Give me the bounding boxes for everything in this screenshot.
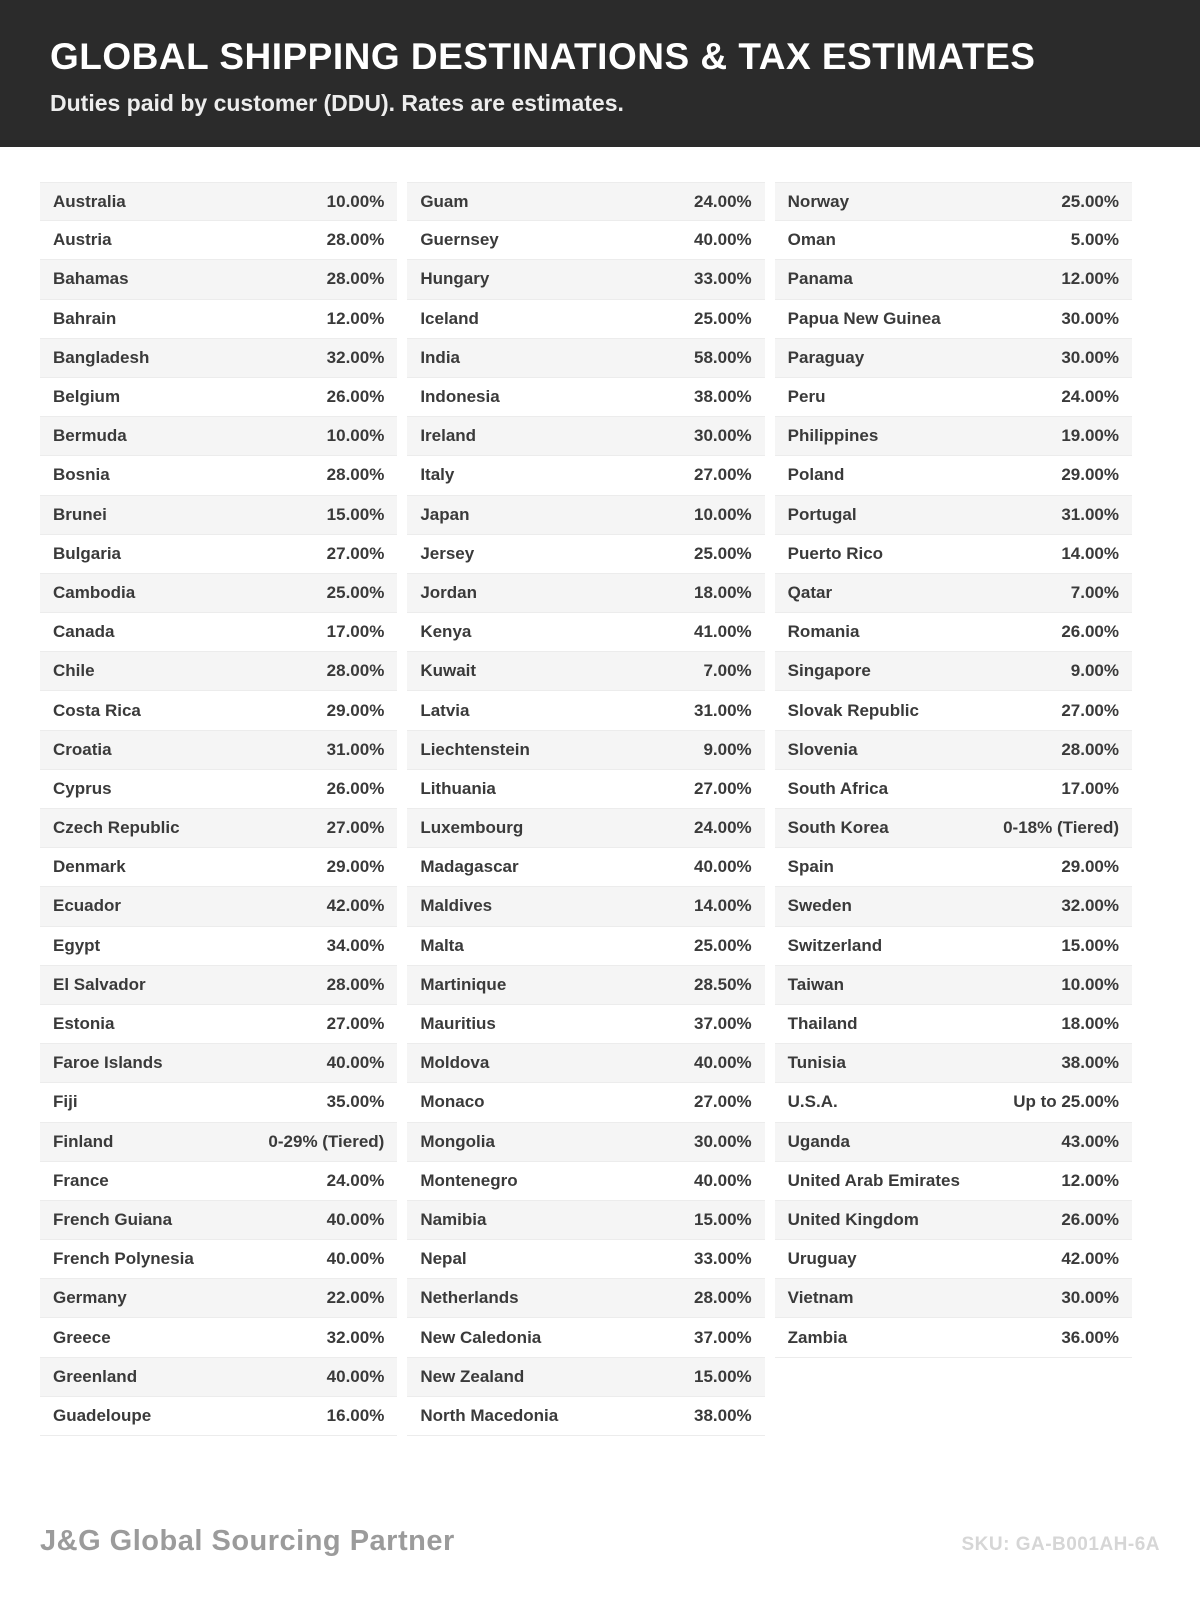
tax-rate: 40.00% — [326, 1366, 385, 1386]
tax-rate: 40.00% — [326, 1249, 385, 1269]
country-name: Namibia — [420, 1209, 487, 1229]
table-row — [407, 1123, 764, 1162]
table-row — [407, 378, 764, 417]
table-row — [775, 887, 1132, 926]
country-name: Kuwait — [420, 661, 477, 681]
country-name: Mauritius — [420, 1014, 496, 1034]
country-name: Moldova — [420, 1053, 490, 1073]
tax-rate: 16.00% — [326, 1405, 385, 1425]
country-name: Czech Republic — [53, 818, 180, 838]
country-name: Costa Rica — [53, 700, 141, 720]
country-name: U.S.A. — [787, 1092, 838, 1112]
tax-rate: 27.00% — [326, 543, 385, 563]
table-row — [40, 1005, 397, 1044]
tax-rate: 29.00% — [1061, 465, 1119, 485]
country-name: Vietnam — [787, 1288, 854, 1308]
tax-rate: 0-29% (Tiered) — [268, 1131, 385, 1151]
table-row — [407, 417, 764, 456]
country-name: Hungary — [420, 269, 490, 289]
tax-rate: 40.00% — [693, 857, 752, 877]
tax-rate: 25.00% — [693, 935, 752, 955]
country-name: Guam — [420, 191, 469, 211]
tax-rate: 28.00% — [326, 974, 385, 994]
country-name: Qatar — [787, 582, 833, 602]
table-row — [775, 1083, 1132, 1122]
tax-rate: 15.00% — [1061, 935, 1119, 955]
table-row — [40, 809, 397, 848]
country-name: Malta — [420, 935, 464, 955]
tax-rate: 33.00% — [693, 1249, 752, 1269]
tax-rate: 58.00% — [693, 347, 752, 367]
tax-rate: 28.50% — [693, 974, 752, 994]
page-title: GLOBAL SHIPPING DESTINATIONS & TAX ESTIMATES — [50, 36, 1036, 77]
table-row — [40, 1162, 397, 1201]
tax-rate: 10.00% — [326, 191, 385, 211]
table-row — [775, 848, 1132, 887]
table-row — [407, 1358, 764, 1397]
table-row — [775, 1240, 1132, 1279]
tax-rate: 38.00% — [693, 1405, 752, 1425]
tax-rate: 41.00% — [693, 622, 752, 642]
country-name: Iceland — [420, 308, 479, 328]
tax-rate: Up to 25.00% — [1013, 1092, 1119, 1112]
tax-rate: 27.00% — [326, 818, 385, 838]
tax-rate: 42.00% — [1061, 1249, 1119, 1269]
table-row — [407, 652, 764, 691]
table-row — [775, 1044, 1132, 1083]
country-name: Indonesia — [420, 387, 500, 407]
country-name: Jordan — [420, 582, 478, 602]
table-row — [775, 770, 1132, 809]
page-subtitle: Duties paid by customer (DDU). Rates are estimates. — [50, 90, 624, 116]
country-name: Bahamas — [53, 269, 129, 289]
table-row — [775, 221, 1132, 260]
table-row — [40, 652, 397, 691]
country-name: Fiji — [53, 1092, 78, 1112]
country-name: Slovenia — [787, 739, 858, 759]
country-name: Uganda — [787, 1131, 850, 1151]
country-name: Taiwan — [787, 974, 845, 994]
table-row — [407, 456, 764, 495]
tax-rate: 28.00% — [326, 661, 385, 681]
tax-rate: 29.00% — [326, 857, 385, 877]
table-row — [40, 260, 397, 299]
table-row — [40, 535, 397, 574]
country-name: Cyprus — [53, 778, 112, 798]
table-row — [407, 809, 764, 848]
country-name: Switzerland — [787, 935, 883, 955]
tax-rate: 28.00% — [326, 269, 385, 289]
country-name: North Macedonia — [420, 1405, 559, 1425]
tax-rate: 38.00% — [1061, 1053, 1119, 1073]
table-row — [407, 1240, 764, 1279]
tax-rate: 27.00% — [693, 778, 752, 798]
tax-rate: 15.00% — [693, 1366, 752, 1386]
country-name: South Africa — [787, 778, 889, 798]
table-row — [407, 1318, 764, 1357]
tax-rate: 7.00% — [703, 661, 752, 681]
table-row — [40, 496, 397, 535]
tax-rate: 32.00% — [1061, 896, 1119, 916]
country-name: Bulgaria — [53, 543, 122, 563]
table-row — [775, 966, 1132, 1005]
tax-rate: 42.00% — [326, 896, 385, 916]
tax-rate: 32.00% — [326, 1327, 385, 1347]
country-name: Martinique — [420, 974, 507, 994]
tax-rate: 24.00% — [326, 1170, 385, 1190]
country-name: Guernsey — [420, 230, 499, 250]
tax-rate: 28.00% — [1061, 739, 1119, 759]
country-name: New Zealand — [420, 1366, 525, 1386]
country-name: Paraguay — [787, 347, 865, 367]
tax-rate: 0-18% (Tiered) — [1003, 818, 1119, 838]
tax-rate: 24.00% — [693, 191, 752, 211]
country-name: Ecuador — [53, 896, 122, 916]
table-row — [407, 731, 764, 770]
country-name: Jersey — [420, 543, 475, 563]
tax-rate: 19.00% — [1061, 426, 1119, 446]
tax-rate: 26.00% — [1061, 622, 1119, 642]
country-name: French Guiana — [53, 1209, 173, 1229]
tax-rate: 26.00% — [1061, 1209, 1119, 1229]
table-row — [40, 1240, 397, 1279]
tax-rate: 10.00% — [326, 426, 385, 446]
country-name: Faroe Islands — [53, 1053, 163, 1073]
table-row — [407, 1044, 764, 1083]
tax-rate: 15.00% — [326, 504, 385, 524]
table-row — [775, 574, 1132, 613]
country-name: Canada — [53, 622, 115, 642]
country-name: Liechtenstein — [420, 739, 530, 759]
tax-rate: 9.00% — [703, 739, 752, 759]
table-row — [407, 613, 764, 652]
country-name: Latvia — [420, 700, 470, 720]
table-row — [407, 691, 764, 730]
tax-rate: 27.00% — [1061, 700, 1119, 720]
tax-rate: 31.00% — [1061, 504, 1119, 524]
tax-rate: 12.00% — [1061, 269, 1119, 289]
table-row — [40, 731, 397, 770]
tax-rate: 37.00% — [693, 1327, 752, 1347]
table-row — [40, 1279, 397, 1318]
country-name: Bahrain — [53, 308, 117, 328]
table-row — [407, 1083, 764, 1122]
tax-rate: 32.00% — [326, 347, 385, 367]
country-name: Singapore — [787, 661, 871, 681]
tax-rate: 28.00% — [693, 1288, 752, 1308]
table-row — [775, 927, 1132, 966]
country-name: Germany — [53, 1288, 127, 1308]
tax-rate: 14.00% — [1061, 543, 1119, 563]
tax-rate: 40.00% — [693, 1053, 752, 1073]
tax-rate: 28.00% — [326, 230, 385, 250]
brand-name: J&G Global Sourcing Partner — [40, 1525, 455, 1557]
country-name: India — [420, 347, 460, 367]
table-row — [407, 182, 764, 221]
table-row — [40, 339, 397, 378]
tax-rate: 31.00% — [326, 739, 385, 759]
table-row — [40, 848, 397, 887]
country-name: Sweden — [787, 896, 852, 916]
country-name: Uruguay — [787, 1249, 857, 1269]
tax-rate: 35.00% — [326, 1092, 385, 1112]
tax-rate: 18.00% — [693, 582, 752, 602]
table-row — [775, 1279, 1132, 1318]
table-row — [775, 182, 1132, 221]
table-row — [775, 1123, 1132, 1162]
table-row — [40, 1201, 397, 1240]
country-name: United Arab Emirates — [787, 1170, 960, 1190]
table-row — [40, 1044, 397, 1083]
country-name: Bosnia — [53, 465, 110, 485]
tax-rate: 9.00% — [1070, 661, 1119, 681]
country-name: Peru — [787, 387, 826, 407]
table-row — [40, 613, 397, 652]
table-column-2 — [407, 182, 764, 1436]
country-name: Austria — [53, 230, 112, 250]
country-name: Thailand — [787, 1014, 858, 1034]
table-row — [775, 809, 1132, 848]
country-name: Maldives — [420, 896, 493, 916]
table-row — [40, 1123, 397, 1162]
table-row — [40, 182, 397, 221]
tax-rate: 17.00% — [1061, 778, 1119, 798]
country-name: Chile — [53, 661, 95, 681]
tax-rate: 5.00% — [1070, 230, 1119, 250]
country-name: New Caledonia — [420, 1327, 542, 1347]
table-row — [775, 731, 1132, 770]
table-row — [775, 691, 1132, 730]
country-name: Montenegro — [420, 1170, 518, 1190]
tax-rate: 25.00% — [693, 308, 752, 328]
table-row — [407, 535, 764, 574]
country-name: Australia — [53, 191, 126, 211]
table-row — [775, 613, 1132, 652]
country-name: Guadeloupe — [53, 1405, 152, 1425]
tax-rate: 29.00% — [1061, 857, 1119, 877]
table-row — [775, 417, 1132, 456]
table-row — [407, 927, 764, 966]
tax-rate: 12.00% — [1061, 1170, 1119, 1190]
country-name: Denmark — [53, 857, 126, 877]
country-name: Finland — [53, 1131, 114, 1151]
tax-rate: 37.00% — [693, 1014, 752, 1034]
country-name: Brunei — [53, 504, 107, 524]
tax-rate: 24.00% — [1061, 387, 1119, 407]
country-name: Netherlands — [420, 1288, 519, 1308]
tax-rate: 14.00% — [693, 896, 752, 916]
table-row — [407, 848, 764, 887]
table-row — [407, 300, 764, 339]
tax-rate: 40.00% — [326, 1209, 385, 1229]
tax-rate: 10.00% — [693, 504, 752, 524]
table-row — [40, 966, 397, 1005]
table-row — [407, 966, 764, 1005]
country-name: Nepal — [420, 1249, 467, 1269]
country-name: Estonia — [53, 1014, 115, 1034]
tax-rate: 27.00% — [693, 1092, 752, 1112]
table-row — [775, 260, 1132, 299]
table-row — [407, 574, 764, 613]
country-name: El Salvador — [53, 974, 146, 994]
country-name: Cambodia — [53, 582, 136, 602]
country-name: Croatia — [53, 739, 112, 759]
country-name: Japan — [420, 504, 470, 524]
table-row — [40, 1397, 397, 1436]
table-row — [407, 1162, 764, 1201]
country-name: Belgium — [53, 387, 121, 407]
table-row — [775, 1005, 1132, 1044]
country-name: Greenland — [53, 1366, 138, 1386]
tax-rate: 38.00% — [693, 387, 752, 407]
tax-rate: 27.00% — [326, 1014, 385, 1034]
table-row — [40, 1358, 397, 1397]
country-name: Romania — [787, 622, 860, 642]
tax-rate: 10.00% — [1061, 974, 1119, 994]
table-row — [407, 770, 764, 809]
country-name: Papua New Guinea — [787, 308, 941, 328]
table-row — [775, 535, 1132, 574]
table-row — [407, 496, 764, 535]
country-name: Ireland — [420, 426, 477, 446]
country-name: Bangladesh — [53, 347, 150, 367]
table-row — [40, 770, 397, 809]
tax-rate: 30.00% — [1061, 347, 1119, 367]
tax-rate: 26.00% — [326, 778, 385, 798]
tax-rate: 43.00% — [1061, 1131, 1119, 1151]
tax-rate: 7.00% — [1070, 582, 1119, 602]
tax-rate: 30.00% — [1061, 308, 1119, 328]
header-banner — [0, 0, 1200, 147]
tax-rate: 33.00% — [693, 269, 752, 289]
country-name: Panama — [787, 269, 853, 289]
tax-rate: 25.00% — [1061, 191, 1119, 211]
country-name: Oman — [787, 230, 836, 250]
country-name: Egypt — [53, 935, 101, 955]
country-name: French Polynesia — [53, 1249, 194, 1269]
country-name: Spain — [787, 857, 834, 877]
table-row — [775, 300, 1132, 339]
country-name: Madagascar — [420, 857, 519, 877]
table-row — [40, 1318, 397, 1357]
tax-rate: 28.00% — [326, 465, 385, 485]
country-name: Italy — [420, 465, 455, 485]
tax-rate: 40.00% — [693, 1170, 752, 1190]
country-name: Kenya — [420, 622, 472, 642]
table-row — [775, 339, 1132, 378]
table-row — [407, 887, 764, 926]
country-name: Portugal — [787, 504, 857, 524]
country-name: Philippines — [787, 426, 879, 446]
country-name: South Korea — [787, 818, 889, 838]
country-name: Bermuda — [53, 426, 127, 446]
country-name: Luxembourg — [420, 818, 524, 838]
table-row — [407, 339, 764, 378]
country-name: Slovak Republic — [787, 700, 919, 720]
country-name: Puerto Rico — [787, 543, 884, 563]
country-name: United Kingdom — [787, 1209, 919, 1229]
country-name: Zambia — [787, 1327, 848, 1347]
tax-rate: 27.00% — [693, 465, 752, 485]
tax-rate: 40.00% — [693, 230, 752, 250]
table-column-3 — [775, 182, 1132, 1358]
tax-rate: 30.00% — [693, 426, 752, 446]
tax-rate: 34.00% — [326, 935, 385, 955]
tax-rate: 25.00% — [326, 582, 385, 602]
table-row — [407, 221, 764, 260]
tax-rate: 25.00% — [693, 543, 752, 563]
shipping-rates-table — [40, 182, 1132, 1436]
table-row — [775, 456, 1132, 495]
page-footer — [40, 1525, 1160, 1558]
tax-rate: 15.00% — [693, 1209, 752, 1229]
country-name: France — [53, 1170, 109, 1190]
tax-rate: 26.00% — [326, 387, 385, 407]
table-row — [40, 417, 397, 456]
table-row — [40, 378, 397, 417]
country-name: Greece — [53, 1327, 111, 1347]
table-row — [40, 221, 397, 260]
table-row — [407, 1201, 764, 1240]
tax-rate: 36.00% — [1061, 1327, 1119, 1347]
tax-rate: 18.00% — [1061, 1014, 1119, 1034]
country-name: Tunisia — [787, 1053, 846, 1073]
table-row — [40, 691, 397, 730]
table-row — [775, 652, 1132, 691]
table-row — [40, 887, 397, 926]
table-row — [40, 456, 397, 495]
tax-rate: 40.00% — [326, 1053, 385, 1073]
table-row — [775, 496, 1132, 535]
table-row — [407, 260, 764, 299]
table-row — [775, 1318, 1132, 1357]
table-row — [407, 1005, 764, 1044]
tax-rate: 17.00% — [326, 622, 385, 642]
table-row — [40, 1083, 397, 1122]
table-row — [40, 927, 397, 966]
tax-rate: 30.00% — [1061, 1288, 1119, 1308]
country-name: Monaco — [420, 1092, 485, 1112]
table-row — [775, 378, 1132, 417]
table-row — [775, 1201, 1132, 1240]
tax-rate: 30.00% — [693, 1131, 752, 1151]
tax-rate: 29.00% — [326, 700, 385, 720]
table-row — [40, 574, 397, 613]
table-row — [407, 1397, 764, 1436]
country-name: Mongolia — [420, 1131, 495, 1151]
tax-rate: 31.00% — [693, 700, 752, 720]
country-name: Lithuania — [420, 778, 496, 798]
table-column-1 — [40, 182, 397, 1436]
tax-rate: 22.00% — [326, 1288, 385, 1308]
table-row — [775, 1162, 1132, 1201]
table-row — [40, 300, 397, 339]
tax-rate: 12.00% — [326, 308, 385, 328]
tax-rate: 24.00% — [693, 818, 752, 838]
sku-label: SKU: GA-B001AH-6A — [961, 1534, 1160, 1555]
country-name: Norway — [787, 191, 850, 211]
country-name: Poland — [787, 465, 845, 485]
table-row — [407, 1279, 764, 1318]
